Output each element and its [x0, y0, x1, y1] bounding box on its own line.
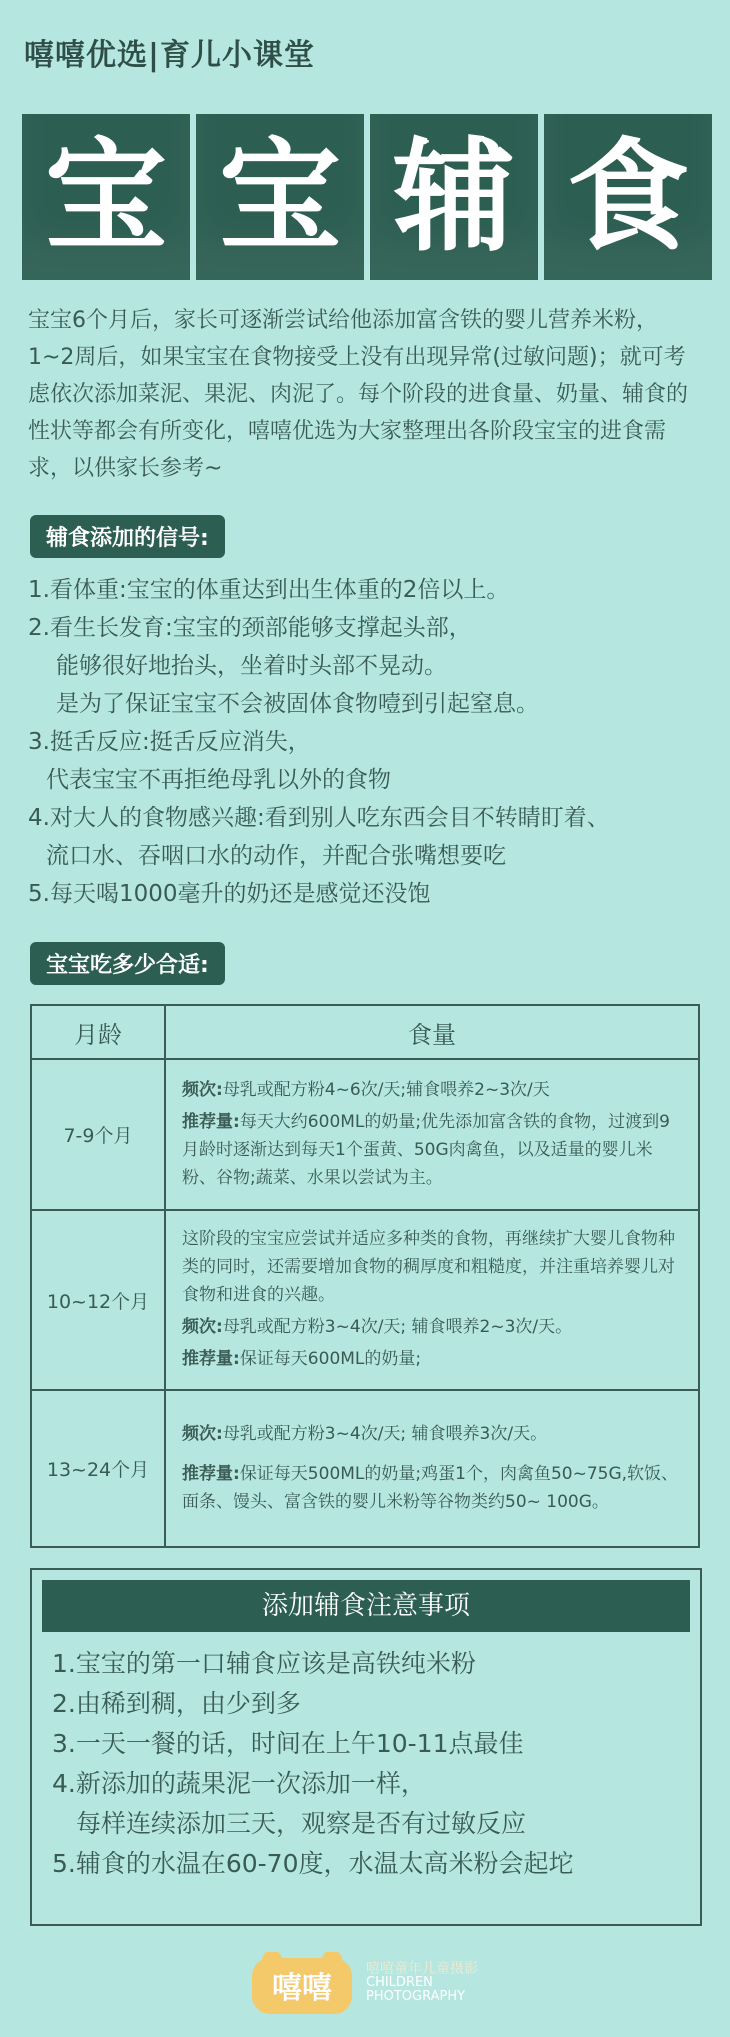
title-char-3: 辅 [370, 114, 538, 280]
note-line: 每样连续添加三天，观察是否有过敏反应 [76, 1809, 527, 1838]
title-banner [22, 114, 712, 280]
frequency-text [182, 1420, 682, 1448]
note-line: 4.新添加的蔬果泥一次添加一样， [52, 1769, 426, 1798]
brand-en-line1: CHILDREN [366, 1975, 433, 1990]
brand-en-line2: PHOTOGRAPHY [366, 1989, 466, 2004]
title-char-2: 宝 [196, 114, 364, 280]
recommend-label: 推荐量: [182, 1349, 240, 1369]
frequency-value: 母乳或配方粉4~6次/天;辅食喂养2~3次/天 [222, 1079, 550, 1100]
signal-line: 能够很好地抬头，坐着时头部不晃动。 [56, 653, 447, 679]
stage-intro-text: 这阶段的宝宝应尝试并适应多种类的食物，再继续扩大婴儿食物种类的同时，还需要增加食物的稠厚度和粗糙度，并注重培养婴儿对食物和进食的兴趣。 [182, 1229, 675, 1305]
column-header-age: 月龄 [31, 1005, 165, 1059]
age-cell: 10~12个月 [31, 1210, 165, 1390]
table-row [31, 1210, 699, 1390]
frequency-value: 母乳或配方粉3~4次/天; 辅食喂养2~3次/天。 [222, 1317, 573, 1337]
age-cell: 7-9个月 [31, 1059, 165, 1210]
brand-text [366, 1962, 478, 2004]
note-line: 5.辅食的水温在60-70度，水温太高米粉会起坨 [52, 1849, 574, 1878]
signals-list [28, 571, 708, 913]
recommend-text [182, 1108, 682, 1192]
amount-cell [165, 1390, 699, 1547]
frequency-text [182, 1076, 682, 1104]
logo-text: 嘻嘻 [272, 1971, 332, 2006]
signal-line: 是为了保证宝宝不会被固体食物噎到引起窒息。 [56, 691, 539, 717]
frequency-label: 频次: [182, 1079, 223, 1100]
note-line: 1.宝宝的第一口辅食应该是高铁纯米粉 [52, 1649, 476, 1678]
column-header-amount: 食量 [165, 1005, 699, 1059]
frequency-value: 母乳或配方粉3~4次/天; 辅食喂养3次/天。 [222, 1423, 548, 1444]
table-row [31, 1390, 699, 1547]
signal-line: 1.看体重:宝宝的体重达到出生体重的2倍以上。 [28, 577, 510, 603]
recommend-text [182, 1460, 682, 1516]
recommend-value: 保证每天500ML的奶量;鸡蛋1个，肉禽鱼50~75G,软饭、面条、馒头、富含铁的婴儿米粉等谷物类约50~ 100G。 [182, 1463, 679, 1512]
title-char-1: 宝 [22, 114, 190, 280]
signal-line: 5.每天喝1000毫升的奶还是感觉还没饱 [28, 881, 431, 907]
brand-logo-icon [250, 1952, 354, 2016]
table-header-row [31, 1005, 699, 1059]
table-row [31, 1059, 699, 1210]
frequency-label: 频次: [182, 1423, 223, 1444]
recommend-label: 推荐量: [182, 1111, 240, 1132]
title-char-4: 食 [544, 114, 712, 280]
feeding-amount-table [30, 1004, 700, 1548]
notes-title: 添加辅食注意事项 [42, 1580, 690, 1632]
signal-line: 流口水、吞咽口水的动作，并配合张嘴想要吃 [46, 843, 506, 869]
note-line: 2.由稀到稠，由少到多 [52, 1689, 301, 1718]
signal-line: 3.挺舌反应:挺舌反应消失， [28, 729, 311, 755]
signals-section-tag: 辅食添加的信号: [30, 515, 225, 558]
intro-paragraph: 宝宝6个月后，家长可逐渐尝试给他添加富含铁的婴儿营养米粉，1~2周后，如果宝宝在食物接受上没有出现异常(过敏问题)；就可考虑依次添加菜泥、果泥、肉泥了。每个阶段的进食量、奶量、辅食的性状等都会有所变化，嘻嘻优选为大家整理出各阶段宝宝的进食需求，以供家长参考~ [28, 308, 689, 481]
amount-cell [165, 1210, 699, 1390]
signal-line: 4.对大人的食物感兴趣:看到别人吃东西会目不转睛盯着、 [28, 805, 610, 831]
age-cell: 13~24个月 [31, 1390, 165, 1547]
frequency-label: 频次: [182, 1317, 223, 1337]
signal-line: 2.看生长发育:宝宝的颈部能够支撑起头部， [28, 615, 472, 641]
signal-line: 代表宝宝不再拒绝母乳以外的食物 [46, 767, 391, 793]
recommend-label: 推荐量: [182, 1463, 240, 1484]
notes-list [32, 1632, 700, 1884]
note-line: 3.一天一餐的话，时间在上午10-11点最佳 [52, 1729, 524, 1758]
amount-cell [165, 1059, 699, 1210]
amount-section-tag: 宝宝吃多少合适: [30, 942, 225, 985]
recommend-value: 保证每天600ML的奶量; [239, 1349, 422, 1369]
recommend-value: 每天大约600ML的奶量;优先添加富含铁的食物，过渡到9月龄时逐渐达到每天1个蛋黄、50G肉禽鱼，以及适量的婴儿米粉、谷物;蔬菜、水果以尝试为主。 [182, 1111, 670, 1188]
page-header: 嘻嘻优选|育儿小课堂 [24, 38, 315, 73]
notes-box [30, 1568, 702, 1926]
recommend-text [182, 1345, 682, 1373]
brand-name: 嘻嘻童年儿童摄影 [366, 1961, 478, 1977]
frequency-text [182, 1313, 682, 1341]
